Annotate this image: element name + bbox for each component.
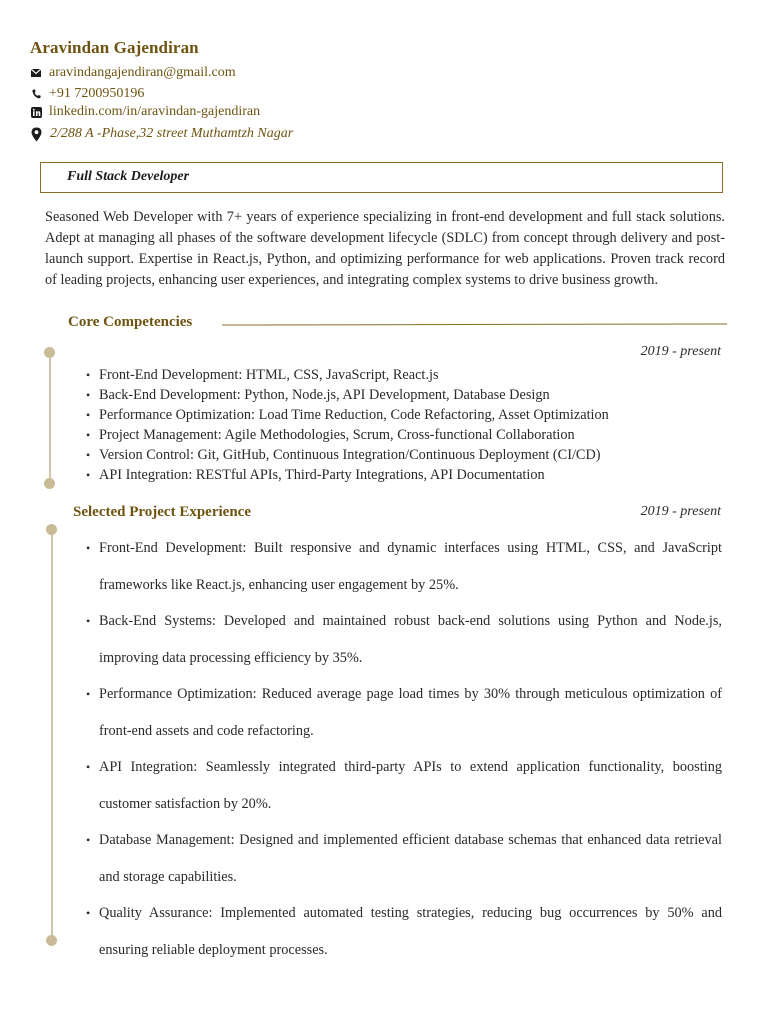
projects-timeline-end-dot <box>46 935 57 946</box>
email-line <box>30 65 236 81</box>
competencies-timeline-end-dot <box>44 478 55 489</box>
competencies-title: Core Competencies <box>68 314 193 330</box>
list-item: • API Integration: Seamlessly integrated third-party APIs to extend application functionality, boosting customer satisfaction by 20%. <box>80 749 722 822</box>
list-item: • Front-End Development: HTML, CSS, JavaScript, React.js <box>80 365 720 385</box>
competencies-timeline <box>49 352 51 483</box>
phone-line <box>30 86 144 102</box>
list-item: • Front-End Development: Built responsive and dynamic interfaces using HTML, CSS, and JavaScript frameworks like React.js, enhancing user engagement by 25%. <box>80 530 722 603</box>
projects-list <box>80 530 722 968</box>
list-item: • Performance Optimization: Reduced average page load times by 30% through meticulous optimization of front-end assets and code refactoring. <box>80 676 722 749</box>
projects-date: 2019 - present <box>640 504 721 519</box>
email-text[interactable]: aravindangajendiran@gmail.com <box>49 65 236 80</box>
linkedin-text[interactable]: linkedin.com/in/aravindan-gajendiran <box>49 104 261 119</box>
linkedin-icon <box>30 106 42 118</box>
address-line <box>30 126 293 142</box>
phone-icon <box>30 88 42 100</box>
list-item: • Back-End Systems: Developed and maintained robust back-end solutions using Python and Node.js, improving data processing efficiency by 35%. <box>80 603 722 676</box>
envelope-icon <box>30 67 42 79</box>
location-pin-icon <box>30 128 42 140</box>
candidate-name: Aravindan Gajendiran <box>30 38 199 57</box>
role-box <box>40 162 723 193</box>
list-item: • API Integration: RESTful APIs, Third-Party Integrations, API Documentation <box>80 465 720 485</box>
list-item: • Performance Optimization: Load Time Reduction, Code Refactoring, Asset Optimization <box>80 405 720 425</box>
address-text: 2/288 A -Phase,32 street Muthamtzh Nagar <box>50 126 294 141</box>
competencies-divider <box>222 323 727 325</box>
role-title: Full Stack Developer <box>67 169 190 184</box>
competencies-list <box>80 365 720 485</box>
list-item: • Database Management: Designed and implemented efficient database schemas that enhanced data retrieval and storage capabilities. <box>80 822 722 895</box>
competencies-date: 2019 - present <box>640 344 721 359</box>
projects-timeline-start-dot <box>46 524 57 535</box>
projects-title: Selected Project Experience <box>73 504 251 520</box>
list-item: • Version Control: Git, GitHub, Continuous Integration/Continuous Deployment (CI/CD) <box>80 445 720 465</box>
list-item: • Quality Assurance: Implemented automated testing strategies, reducing bug occurrences by 50% and ensuring reliable deployment processes. <box>80 895 722 968</box>
summary-paragraph: Seasoned Web Developer with 7+ years of experience specializing in front-end development and full stack solutions. Adept at managing all phases of the software development lifecycle (SDLC) from concept through delivery and post-launch support. Expertise in React.js, Python, and optimizing performance for web applications. Proven track record of leading projects, enhancing user experiences, and integrating complex systems to drive business growth. <box>45 209 725 288</box>
competencies-timeline-start-dot <box>44 347 55 358</box>
list-item: • Project Management: Agile Methodologies, Scrum, Cross-functional Collaboration <box>80 425 720 445</box>
projects-timeline <box>51 529 53 940</box>
list-item: • Back-End Development: Python, Node.js, API Development, Database Design <box>80 385 720 405</box>
linkedin-line <box>30 104 260 120</box>
phone-text[interactable]: +91 7200950196 <box>49 86 145 101</box>
